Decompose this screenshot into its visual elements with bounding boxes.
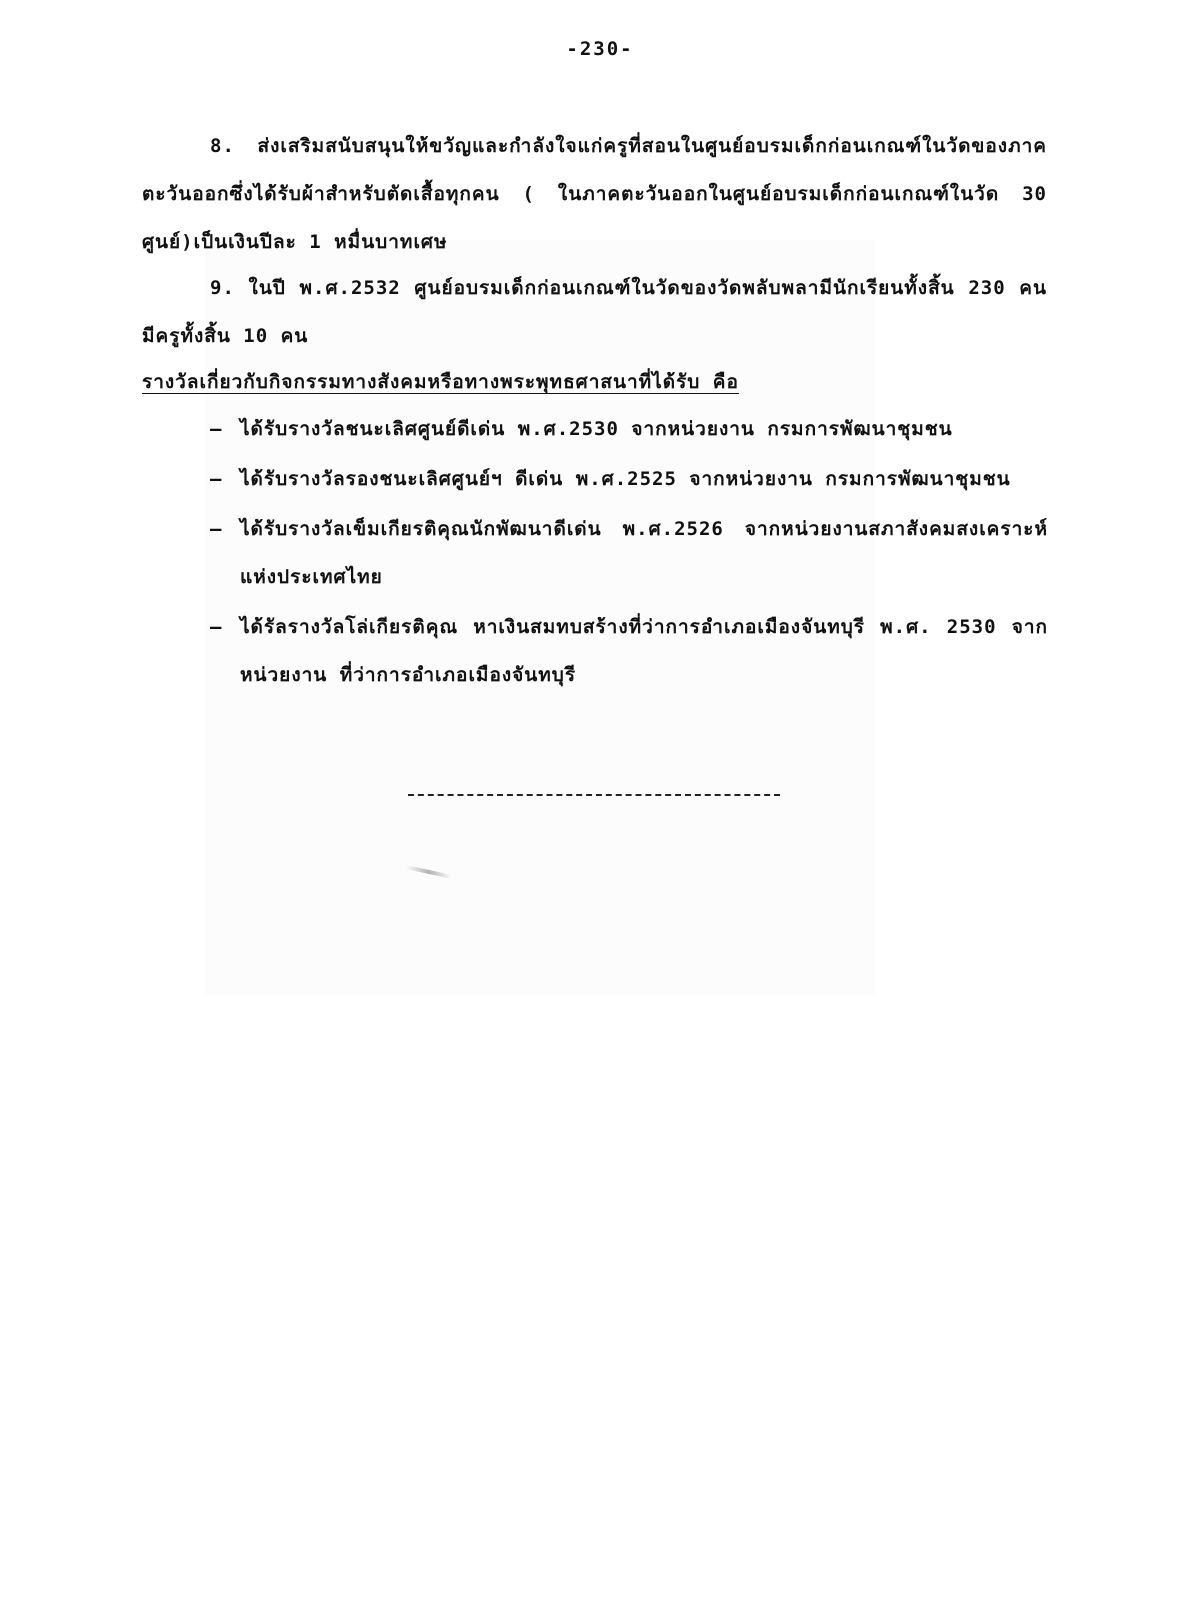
award-text: ได้รัลรางวัลโล่เกียรติคุณ หาเงินสมทบสร้างที่ว่าการอำเภอเมืองจันทบุรี พ.ศ. 2530 จากหน่วยงาน ที่ว่าการอำเภอเมืองจันทบุรี — [240, 616, 1048, 686]
page-number: -230- — [566, 38, 634, 60]
awards-heading: รางวัลเกี่ยวกับกิจกรรมทางสังคมหรือทางพระพุทธศาสนาที่ได้รับ คือ — [142, 371, 739, 393]
bullet-dash: – — [210, 468, 223, 490]
paragraph-9: 9. ในปี พ.ศ.2532 ศูนย์อบรมเด็กก่อนเกณฑ์ในวัดของวัดพลับพลามีนักเรียนทั้งสิ้น 230 คน มีครูทั้งสิ้น 10 คน — [142, 277, 1047, 347]
award-list — [210, 405, 1048, 701]
award-item — [210, 405, 1048, 453]
award-text: ได้รับรางวัลรองชนะเลิศศูนย์ฯ ดีเด่น พ.ศ.2525 จากหน่วยงาน กรมการพัฒนาชุมชน — [240, 468, 1011, 490]
bullet-dash: – — [210, 616, 223, 638]
award-item — [210, 603, 1048, 699]
award-item — [210, 505, 1048, 601]
award-text: ได้รับรางวัลชนะเลิศศูนย์ดีเด่น พ.ศ.2530 จากหน่วยงาน กรมการพัฒนาชุมชน — [240, 418, 953, 440]
paragraph-8: 8. ส่งเสริมสนับสนุนให้ขวัญและกำลังใจแก่ครูที่สอนในศูนย์อบรมเด็กก่อนเกณฑ์ในวัดของภาคตะวันออกซึ่งได้รับผ้าสำหรับตัดเสื้อทุกคน ( ในภาคตะวันออกในศูนย์อบรมเด็กก่อนเกณฑ์ในวัด 30 ศูนย์)เป็นเงินปีละ 1 หมื่นบาทเศษ — [142, 135, 1047, 253]
bullet-dash: – — [210, 518, 223, 540]
award-item — [210, 455, 1048, 503]
bullet-dash: – — [210, 418, 223, 440]
award-text: ได้รับรางวัลเข็มเกียรติคุณนักพัฒนาดีเด่น พ.ศ.2526 จากหน่วยงานสภาสังคมสงเคราะห์แห่งประเทศไทย — [240, 518, 1048, 588]
section-end-rule — [408, 794, 780, 796]
